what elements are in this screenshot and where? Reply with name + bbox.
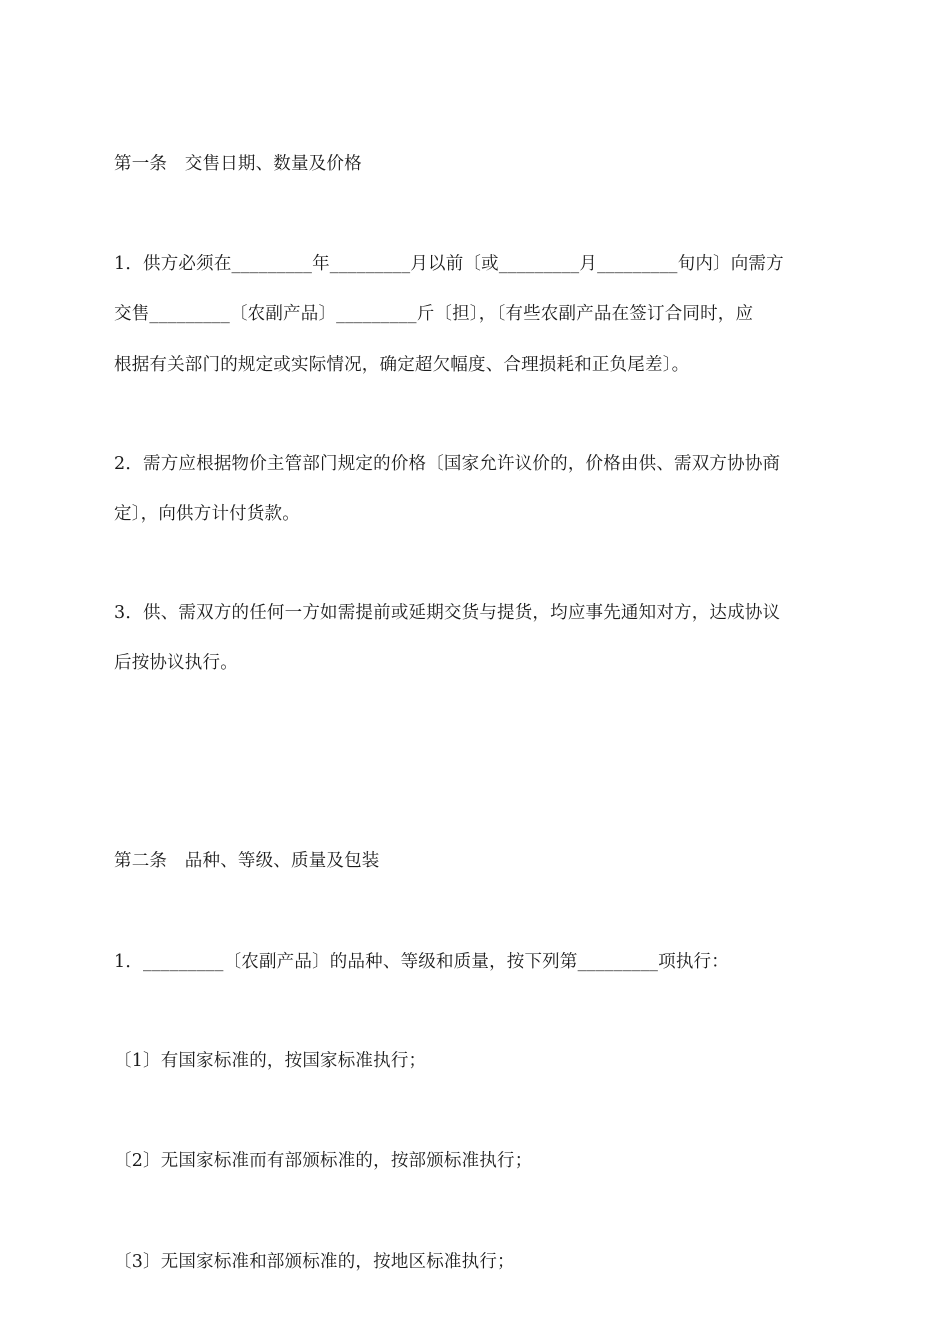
article-2-heading: 第二条 品种、等级、质量及包装 bbox=[114, 851, 380, 871]
article-1-clause-1-line-3: 根据有关部门的规定或实际情况，确定超欠幅度、合理损耗和正负尾差〕。 bbox=[114, 355, 690, 375]
article-1-clause-2-line-1: 2．需方应根据物价主管部门规定的价格〔国家允许议价的，价格由供、需双方协协商 bbox=[114, 454, 781, 474]
article-2-clause-1-line-1: 1．_________〔农副产品〕的品种、等级和质量，按下列第_________项执行： bbox=[114, 952, 729, 972]
article-1-clause-2-line-2: 定〕，向供方计付货款。 bbox=[114, 504, 300, 524]
article-2-item-3: 〔3〕无国家标准和部颁标准的，按地区标准执行； bbox=[114, 1252, 515, 1272]
article-1-heading: 第一条 交售日期、数量及价格 bbox=[114, 154, 362, 174]
article-1-clause-1-line-1: 1．供方必须在_________年_________月以前〔或_________月_________旬内〕向需方 bbox=[114, 254, 784, 274]
article-1-clause-3-line-1: 3．供、需双方的任何一方如需提前或延期交货与提货，均应事先通知对方，达成协议 bbox=[114, 603, 781, 623]
article-1-clause-3-line-2: 后按协议执行。 bbox=[114, 653, 238, 673]
article-2-item-1: 〔1〕有国家标准的，按国家标准执行； bbox=[114, 1051, 427, 1071]
article-1-clause-1-line-2: 交售_________〔农副产品〕_________斤〔担〕，〔有些农副产品在签订合同时，应 bbox=[114, 304, 754, 324]
article-2-item-2: 〔2〕无国家标准而有部颁标准的，按部颁标准执行； bbox=[114, 1151, 533, 1171]
